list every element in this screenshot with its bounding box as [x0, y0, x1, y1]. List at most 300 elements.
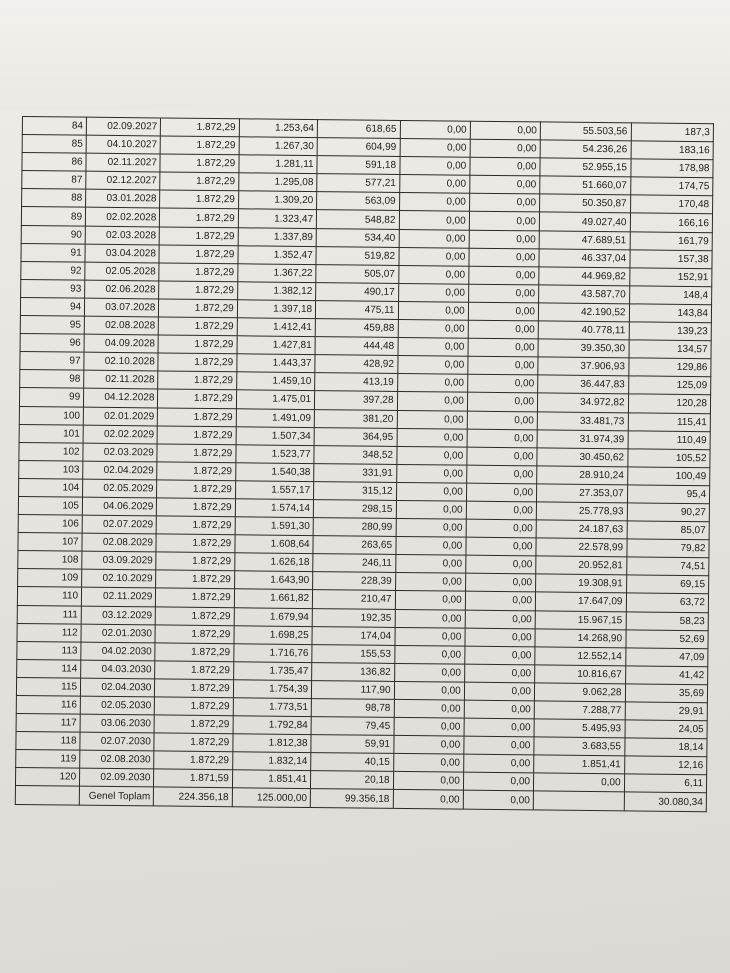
zero-column-2-cell: 0,00 — [467, 447, 537, 466]
remaining-balance-cell: 12.552,14 — [535, 647, 626, 666]
payment-date-cell: 02.03.2028 — [85, 226, 159, 245]
payment-date-cell: 02.10.2029 — [82, 569, 156, 588]
zero-column-2-cell: 0,00 — [470, 157, 540, 176]
remaining-balance-cell: 30.450,62 — [537, 448, 628, 467]
payment-date-cell: 02.08.2028 — [84, 316, 158, 335]
installment-amount-cell: 1.872,29 — [160, 136, 239, 155]
payment-date-cell: 02.03.2029 — [83, 443, 157, 462]
interest-amount-cell: 155,53 — [312, 644, 395, 663]
remaining-balance-cell: 20.952,81 — [536, 556, 627, 575]
installment-amount-cell: 1.872,29 — [158, 371, 237, 390]
zero-column-1-cell: 0,00 — [398, 338, 468, 357]
installment-number-cell: 93 — [21, 279, 85, 298]
installment-amount-cell: 1.872,29 — [156, 588, 235, 607]
interest-amount-cell: 210,47 — [312, 590, 395, 609]
principal-amount-cell: 1.491,09 — [236, 408, 315, 427]
zero-column-2-cell: 0,00 — [465, 610, 535, 629]
payment-date-cell: 03.12.2029 — [81, 606, 155, 625]
principal-amount-cell: 1.309,20 — [238, 191, 317, 210]
last-column-value-cell: 6,11 — [624, 774, 707, 793]
interest-amount-cell: 591,18 — [317, 156, 400, 175]
zero-column-1-cell: 0,00 — [399, 193, 469, 212]
zero-column-2-cell: 0,00 — [464, 682, 534, 701]
remaining-balance-cell: 27.353,07 — [536, 484, 627, 503]
last-column-value-cell: 134,57 — [629, 340, 712, 359]
principal-amount-cell: 1.832,14 — [232, 752, 311, 771]
zero-column-1-cell: 0,00 — [400, 139, 470, 158]
last-column-value-cell: 120,28 — [628, 394, 711, 413]
remaining-balance-cell: 15.967,15 — [535, 610, 626, 629]
zero-column-1-cell: 0,00 — [400, 120, 470, 139]
zero-column-1-cell: 0,00 — [393, 772, 463, 791]
zero-column-1-cell: 0,00 — [398, 283, 468, 302]
principal-amount-cell: 1.507,34 — [236, 426, 315, 445]
remaining-balance-cell: 9.062,28 — [534, 683, 625, 702]
total-last-column: 30.080,34 — [624, 792, 707, 811]
remaining-balance-cell: 47.689,51 — [539, 230, 630, 249]
principal-amount-cell: 1.427,81 — [237, 336, 316, 355]
payment-date-cell: 03.06.2030 — [80, 714, 154, 733]
zero-column-2-cell: 0,00 — [466, 537, 536, 556]
installment-amount-cell: 1.872,29 — [160, 208, 239, 227]
payment-date-cell: 02.11.2029 — [81, 588, 155, 607]
interest-amount-cell: 228,39 — [313, 572, 396, 591]
installment-amount-cell: 1.871,59 — [154, 769, 233, 788]
zero-column-2-cell: 0,00 — [465, 555, 535, 574]
total-zero-column-1: 0,00 — [393, 790, 463, 809]
installment-amount-cell: 1.872,29 — [157, 444, 236, 463]
installment-amount-cell: 1.872,29 — [155, 661, 234, 680]
payment-schedule-rows — [15, 117, 713, 794]
remaining-balance-cell: 42.190,52 — [538, 303, 629, 322]
zero-column-2-cell: 0,00 — [470, 139, 540, 158]
installment-amount-cell: 1.872,29 — [157, 516, 236, 535]
installment-amount-cell: 1.872,29 — [158, 353, 237, 372]
zero-column-2-cell: 0,00 — [467, 393, 537, 412]
payment-date-cell: 04.03.2030 — [81, 660, 155, 679]
installment-amount-cell: 1.872,29 — [155, 697, 234, 716]
installment-number-cell: 92 — [21, 261, 85, 280]
remaining-balance-cell: 55.503,56 — [540, 122, 631, 141]
remaining-balance-cell: 54.236,26 — [540, 140, 631, 159]
remaining-balance-cell: 24.187,63 — [536, 520, 627, 539]
zero-column-2-cell: 0,00 — [464, 736, 534, 755]
zero-column-2-cell: 0,00 — [469, 248, 539, 267]
principal-amount-cell: 1.574,14 — [235, 499, 314, 518]
payment-date-cell: 02.05.2030 — [80, 696, 154, 715]
zero-column-1-cell: 0,00 — [394, 645, 464, 664]
payment-date-cell: 03.07.2028 — [85, 298, 159, 317]
remaining-balance-cell: 52.955,15 — [540, 158, 631, 177]
principal-amount-cell: 1.295,08 — [238, 173, 317, 192]
remaining-balance-cell: 37.906,93 — [538, 357, 629, 376]
installment-number-cell: 84 — [22, 117, 86, 136]
remaining-balance-cell: 40.778,11 — [538, 321, 629, 340]
remaining-balance-cell: 33.481,73 — [537, 411, 628, 430]
last-column-value-cell: 125,09 — [628, 376, 711, 395]
zero-column-1-cell: 0,00 — [399, 157, 469, 176]
principal-amount-cell: 1.475,01 — [236, 390, 315, 409]
interest-amount-cell: 381,20 — [314, 409, 397, 428]
last-column-value-cell: 187,3 — [631, 123, 714, 142]
payment-date-cell: 02.09.2030 — [80, 769, 154, 788]
interest-amount-cell: 20,18 — [311, 771, 394, 790]
last-column-value-cell: 178,98 — [630, 159, 713, 178]
interest-amount-cell: 548,82 — [316, 210, 399, 229]
installment-number-cell: 118 — [16, 732, 80, 751]
zero-column-2-cell: 0,00 — [468, 356, 538, 375]
installment-amount-cell: 1.872,29 — [160, 227, 239, 246]
installment-number-cell: 104 — [19, 478, 83, 497]
installment-amount-cell: 1.872,29 — [158, 335, 237, 354]
remaining-balance-cell: 50.350,87 — [539, 194, 630, 213]
zero-column-2-cell: 0,00 — [467, 429, 537, 448]
zero-column-1-cell: 0,00 — [397, 410, 467, 429]
interest-amount-cell: 428,92 — [315, 355, 398, 374]
payment-date-cell: 03.09.2029 — [82, 551, 156, 570]
installment-number-cell: 117 — [16, 714, 80, 733]
installment-amount-cell: 1.872,29 — [157, 480, 236, 499]
interest-amount-cell: 298,15 — [313, 500, 396, 519]
zero-column-2-cell: 0,00 — [466, 483, 536, 502]
installment-amount-cell: 1.872,29 — [155, 643, 234, 662]
installment-number-cell: 114 — [17, 659, 81, 678]
zero-column-2-cell: 0,00 — [468, 320, 538, 339]
remaining-balance-cell: 44.969,82 — [539, 267, 630, 286]
principal-amount-cell: 1.267,30 — [239, 137, 318, 156]
principal-amount-cell: 1.281,11 — [239, 155, 318, 174]
zero-column-1-cell: 0,00 — [399, 229, 469, 248]
principal-amount-cell: 1.591,30 — [235, 517, 314, 536]
principal-amount-cell: 1.352,47 — [238, 245, 317, 264]
payment-date-cell: 02.11.2027 — [86, 153, 160, 172]
zero-column-1-cell: 0,00 — [398, 265, 468, 284]
zero-column-1-cell: 0,00 — [393, 754, 463, 773]
payment-date-cell: 02.06.2028 — [85, 280, 159, 299]
last-column-value-cell: 35,69 — [625, 684, 708, 703]
remaining-balance-cell: 19.308,91 — [536, 574, 627, 593]
installment-amount-cell: 1.872,29 — [154, 733, 233, 752]
interest-amount-cell: 98,78 — [311, 699, 394, 718]
last-column-value-cell: 24,05 — [625, 720, 708, 739]
installment-number-cell: 109 — [18, 569, 82, 588]
zero-column-2-cell: 0,00 — [465, 628, 535, 647]
principal-amount-cell: 1.253,64 — [239, 119, 318, 138]
payment-date-cell: 02.05.2029 — [83, 479, 157, 498]
payment-date-cell: 03.01.2028 — [86, 190, 160, 209]
zero-column-2-cell: 0,00 — [466, 519, 536, 538]
payment-date-cell: 02.08.2029 — [82, 533, 156, 552]
installment-number-cell: 94 — [20, 297, 84, 316]
zero-column-1-cell: 0,00 — [395, 555, 465, 574]
last-column-value-cell: 52,69 — [625, 629, 708, 648]
installment-amount-cell: 1.872,29 — [161, 118, 240, 137]
zero-column-1-cell: 0,00 — [397, 356, 467, 375]
payment-date-cell: 03.04.2028 — [85, 244, 159, 263]
last-column-value-cell: 69,15 — [626, 575, 709, 594]
installment-amount-cell: 1.872,29 — [157, 462, 236, 481]
zero-column-2-cell: 0,00 — [469, 175, 539, 194]
installment-number-cell: 113 — [17, 641, 81, 660]
payment-date-cell: 02.02.2028 — [85, 208, 159, 227]
installment-number-cell: 106 — [18, 515, 82, 534]
principal-amount-cell: 1.523,77 — [236, 444, 315, 463]
zero-column-1-cell: 0,00 — [396, 446, 466, 465]
zero-column-1-cell: 0,00 — [396, 518, 466, 537]
zero-column-2-cell: 0,00 — [468, 338, 538, 357]
payment-date-cell: 02.10.2028 — [84, 352, 158, 371]
interest-amount-cell: 618,65 — [317, 120, 400, 139]
installment-number-cell: 95 — [20, 316, 84, 335]
principal-amount-cell: 1.792,84 — [233, 716, 312, 735]
principal-amount-cell: 1.643,90 — [234, 571, 313, 590]
payment-date-cell: 02.04.2029 — [83, 461, 157, 480]
installment-amount-cell: 1.872,29 — [159, 263, 238, 282]
zero-column-2-cell: 0,00 — [469, 212, 539, 231]
principal-amount-cell: 1.397,18 — [237, 300, 316, 319]
zero-column-2-cell: 0,00 — [463, 754, 533, 773]
grand-total-label: Genel Toplam — [79, 787, 153, 806]
total-installment: 224.356,18 — [154, 787, 233, 806]
last-column-value-cell: 90,27 — [627, 503, 710, 522]
principal-amount-cell: 1.540,38 — [235, 463, 314, 482]
last-column-value-cell: 115,41 — [628, 412, 711, 431]
last-column-value-cell: 174,75 — [630, 177, 713, 196]
installment-amount-cell: 1.872,29 — [155, 625, 234, 644]
installment-number-cell: 100 — [19, 406, 83, 425]
remaining-balance-cell: 5.495,93 — [534, 719, 625, 738]
zero-column-2-cell: 0,00 — [469, 194, 539, 213]
principal-amount-cell: 1.367,22 — [238, 264, 317, 283]
interest-amount-cell: 315,12 — [314, 481, 397, 500]
installment-number-cell: 116 — [16, 695, 80, 714]
total-principal: 125.000,00 — [232, 788, 311, 807]
zero-column-2-cell: 0,00 — [469, 266, 539, 285]
remaining-balance-cell: 1.851,41 — [534, 755, 625, 774]
payment-schedule-table — [15, 116, 714, 812]
last-column-value-cell: 105,52 — [627, 449, 710, 468]
installment-amount-cell: 1.872,29 — [160, 190, 239, 209]
principal-amount-cell: 1.735,47 — [233, 662, 312, 681]
interest-amount-cell: 413,19 — [315, 373, 398, 392]
installment-number-cell: 90 — [21, 225, 85, 244]
last-column-value-cell: 129,86 — [628, 358, 711, 377]
interest-amount-cell: 490,17 — [316, 282, 399, 301]
last-column-value-cell: 95,4 — [627, 485, 710, 504]
interest-amount-cell: 348,52 — [314, 445, 397, 464]
zero-column-1-cell: 0,00 — [398, 319, 468, 338]
interest-amount-cell: 331,91 — [314, 463, 397, 482]
installment-number-cell: 97 — [20, 352, 84, 371]
installment-number-cell: 110 — [17, 587, 81, 606]
zero-column-1-cell: 0,00 — [395, 591, 465, 610]
remaining-balance-cell: 22.578,99 — [536, 538, 627, 557]
installment-number-cell: 107 — [18, 533, 82, 552]
last-column-value-cell: 157,38 — [629, 250, 712, 269]
payment-date-cell: 04.10.2027 — [86, 135, 160, 154]
remaining-balance-cell: 39.350,30 — [538, 339, 629, 358]
last-column-value-cell: 152,91 — [629, 268, 712, 287]
interest-amount-cell: 136,82 — [312, 662, 395, 681]
last-column-value-cell: 74,51 — [626, 557, 709, 576]
last-column-value-cell: 47,09 — [625, 648, 708, 667]
last-column-value-cell: 143,84 — [629, 304, 712, 323]
principal-amount-cell: 1.851,41 — [232, 770, 311, 789]
interest-amount-cell: 40,15 — [311, 753, 394, 772]
paper-top-margin — [0, 0, 730, 110]
installment-number-cell: 96 — [20, 334, 84, 353]
remaining-balance-cell: 3.683,55 — [534, 737, 625, 756]
installment-number-cell: 86 — [22, 153, 86, 172]
zero-column-1-cell: 0,00 — [397, 428, 467, 447]
payment-date-cell: 02.07.2030 — [80, 732, 154, 751]
remaining-balance-cell: 25.778,93 — [536, 502, 627, 521]
principal-amount-cell: 1.626,18 — [234, 553, 313, 572]
interest-amount-cell: 475,11 — [316, 301, 399, 320]
zero-column-2-cell: 0,00 — [469, 230, 539, 249]
payment-date-cell: 04.12.2028 — [84, 389, 158, 408]
remaining-balance-cell: 34.972,82 — [537, 393, 628, 412]
principal-amount-cell: 1.459,10 — [236, 372, 315, 391]
installment-number-cell: 98 — [20, 370, 84, 389]
installment-number-cell: 115 — [16, 677, 80, 696]
installment-number-cell: 120 — [15, 768, 79, 787]
zero-column-2-cell: 0,00 — [468, 302, 538, 321]
installment-number-cell: 101 — [19, 424, 83, 443]
installment-number-cell: 108 — [18, 551, 82, 570]
principal-amount-cell: 1.412,41 — [237, 318, 316, 337]
zero-column-1-cell: 0,00 — [397, 392, 467, 411]
interest-amount-cell: 444,48 — [315, 337, 398, 356]
installment-amount-cell: 1.872,29 — [154, 715, 233, 734]
last-column-value-cell: 18,14 — [624, 738, 707, 757]
zero-column-2-cell: 0,00 — [466, 465, 536, 484]
installment-amount-cell: 1.872,29 — [158, 407, 237, 426]
payment-date-cell: 02.04.2030 — [81, 678, 155, 697]
zero-column-1-cell: 0,00 — [394, 718, 464, 737]
last-column-value-cell: 58,23 — [626, 611, 709, 630]
interest-amount-cell: 534,40 — [316, 228, 399, 247]
interest-amount-cell: 280,99 — [313, 518, 396, 537]
last-column-value-cell: 170,48 — [630, 195, 713, 214]
zero-column-1-cell: 0,00 — [396, 500, 466, 519]
installment-amount-cell: 1.872,29 — [160, 154, 239, 173]
principal-amount-cell: 1.754,39 — [233, 680, 312, 699]
installment-number-cell: 119 — [16, 750, 80, 769]
remaining-balance-cell: 46.337,04 — [539, 249, 630, 268]
installment-amount-cell: 1.872,29 — [159, 281, 238, 300]
last-column-value-cell: 166,16 — [630, 213, 713, 232]
interest-amount-cell: 174,04 — [312, 626, 395, 645]
principal-amount-cell: 1.608,64 — [235, 535, 314, 554]
zero-column-1-cell: 0,00 — [399, 175, 469, 194]
principal-amount-cell: 1.323,47 — [238, 209, 317, 228]
remaining-balance-cell: 49.027,40 — [539, 212, 630, 231]
last-column-value-cell: 100,49 — [627, 467, 710, 486]
installment-number-cell: 105 — [18, 496, 82, 515]
installment-number-cell: 102 — [19, 442, 83, 461]
installment-amount-cell: 1.872,29 — [160, 172, 239, 191]
remaining-balance-cell: 31.974,39 — [537, 430, 628, 449]
installment-number-cell: 111 — [17, 605, 81, 624]
installment-amount-cell: 1.872,29 — [156, 552, 235, 571]
installment-number-cell: 87 — [22, 171, 86, 190]
zero-column-1-cell: 0,00 — [396, 482, 466, 501]
principal-amount-cell: 1.716,76 — [234, 643, 313, 662]
zero-column-1-cell: 0,00 — [395, 573, 465, 592]
payment-date-cell: 02.12.2027 — [86, 171, 160, 190]
zero-column-2-cell: 0,00 — [467, 411, 537, 430]
total-balance — [533, 791, 624, 810]
payment-date-cell: 02.09.2027 — [86, 117, 160, 136]
interest-amount-cell: 563,09 — [317, 192, 400, 211]
remaining-balance-cell: 43.587,70 — [539, 285, 630, 304]
installment-amount-cell: 1.872,29 — [155, 679, 234, 698]
installment-number-cell: 99 — [19, 388, 83, 407]
zero-column-1-cell: 0,00 — [395, 609, 465, 628]
zero-column-1-cell: 0,00 — [397, 374, 467, 393]
remaining-balance-cell: 51.660,07 — [540, 176, 631, 195]
installment-amount-cell: 1.872,29 — [157, 498, 236, 517]
installment-amount-cell: 1.872,29 — [159, 245, 238, 264]
payment-date-cell: 02.07.2029 — [82, 515, 156, 534]
interest-amount-cell: 263,65 — [313, 536, 396, 555]
last-column-value-cell: 148,4 — [629, 286, 712, 305]
remaining-balance-cell: 28.910,24 — [537, 466, 628, 485]
remaining-balance-cell: 36.447,83 — [538, 375, 629, 394]
zero-column-2-cell: 0,00 — [464, 664, 534, 683]
installment-amount-cell: 1.872,29 — [154, 751, 233, 770]
remaining-balance-cell: 14.268,90 — [535, 629, 626, 648]
installment-number-cell: 112 — [17, 623, 81, 642]
interest-amount-cell: 117,90 — [312, 680, 395, 699]
principal-amount-cell: 1.698,25 — [234, 625, 313, 644]
installment-amount-cell: 1.872,29 — [158, 389, 237, 408]
zero-column-2-cell: 0,00 — [465, 646, 535, 665]
principal-amount-cell: 1.382,12 — [237, 282, 316, 301]
remaining-balance-cell: 0,00 — [533, 773, 624, 792]
principal-amount-cell: 1.661,82 — [234, 589, 313, 608]
principal-amount-cell: 1.679,94 — [234, 607, 313, 626]
interest-amount-cell: 192,35 — [312, 608, 395, 627]
last-column-value-cell: 41,42 — [625, 666, 708, 685]
interest-amount-cell: 459,88 — [315, 319, 398, 338]
zero-column-2-cell: 0,00 — [465, 574, 535, 593]
zero-column-1-cell: 0,00 — [398, 301, 468, 320]
total-zero-column-2: 0,00 — [463, 791, 533, 810]
zero-column-1-cell: 0,00 — [393, 736, 463, 755]
principal-amount-cell: 1.557,17 — [235, 481, 314, 500]
remaining-balance-cell: 7.288,77 — [534, 701, 625, 720]
interest-amount-cell: 59,91 — [311, 735, 394, 754]
payment-date-cell: 02.01.2029 — [83, 407, 157, 426]
payment-date-cell: 04.09.2028 — [84, 334, 158, 353]
principal-amount-cell: 1.812,38 — [233, 734, 312, 753]
payment-date-cell: 04.06.2029 — [82, 497, 156, 516]
principal-amount-cell: 1.773,51 — [233, 698, 312, 717]
payment-date-cell: 02.02.2029 — [83, 425, 157, 444]
installment-number-cell: 103 — [19, 460, 83, 479]
zero-column-2-cell: 0,00 — [468, 284, 538, 303]
zero-column-1-cell: 0,00 — [394, 699, 464, 718]
zero-column-1-cell: 0,00 — [396, 464, 466, 483]
principal-amount-cell: 1.443,37 — [237, 354, 316, 373]
last-column-value-cell: 12,16 — [624, 756, 707, 775]
zero-column-1-cell: 0,00 — [395, 627, 465, 646]
interest-amount-cell: 364,95 — [314, 427, 397, 446]
last-column-value-cell: 85,07 — [627, 521, 710, 540]
zero-column-1-cell: 0,00 — [399, 211, 469, 230]
